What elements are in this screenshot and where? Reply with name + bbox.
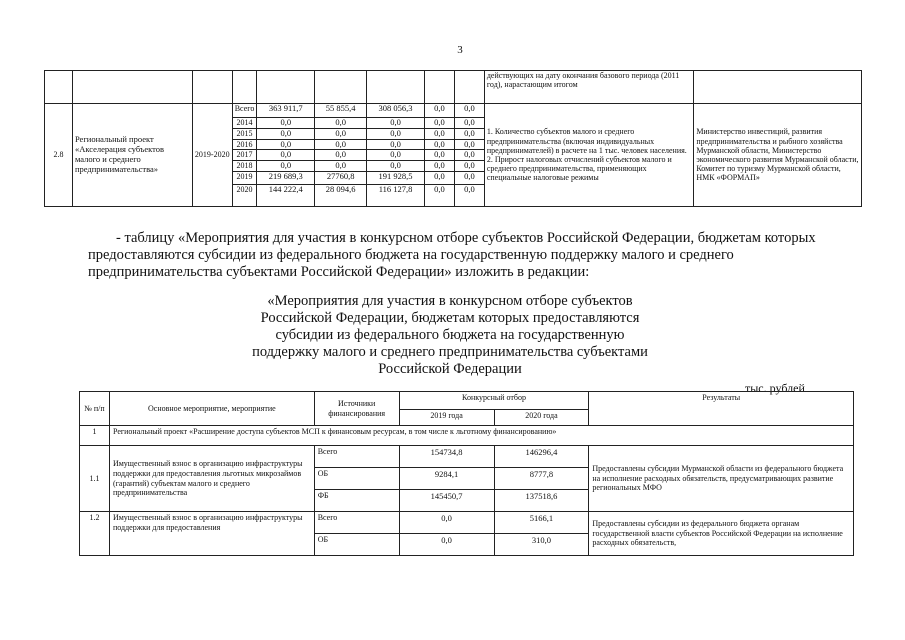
value-cell: 0,0 — [424, 161, 454, 172]
project-name: Региональный проект «Акселерация субъектов малого и среднего предпринимательства» — [72, 104, 192, 207]
value-cell: 0,0 — [424, 171, 454, 184]
row-number: 1.1 — [80, 446, 110, 512]
value-cell: 27760,8 — [315, 171, 367, 184]
value-cell: 0,0 — [454, 104, 484, 118]
value-cell: 0,0 — [367, 150, 425, 161]
value-2019: 145450,7 — [399, 490, 494, 512]
value-cell: 0,0 — [257, 139, 315, 150]
value-cell: 0,0 — [257, 150, 315, 161]
source-cell: Всего — [314, 446, 399, 468]
value-cell: 0,0 — [454, 139, 484, 150]
table-heading — [180, 293, 720, 378]
row-number: 2.8 — [45, 104, 73, 207]
value-cell: 0,0 — [367, 128, 425, 139]
value-cell: 0,0 — [454, 184, 484, 206]
section-num: 1 — [80, 426, 110, 446]
year-cell: 2019 — [232, 171, 257, 184]
value-cell: 0,0 — [315, 161, 367, 172]
value-cell: 0,0 — [367, 118, 425, 129]
value-2019: 154734,8 — [399, 446, 494, 468]
value-cell: 144 222,4 — [257, 184, 315, 206]
executors-text: Министерство инвестиций, развития предпринимательства и рыбного хозяйства Мурманской области, Министерство экономического развития Мурманской области, Комитет по туризму Мурманской области, НМК «ФОРМАП» — [694, 104, 862, 207]
value-cell: 0,0 — [315, 118, 367, 129]
header-2019: 2019 года — [399, 410, 494, 426]
header-num: № п/п — [80, 392, 110, 426]
paragraph-line: предоставляются субсидии из федерального бюджета на государственную поддержку малого и среднего — [88, 247, 734, 263]
activity-text: Имущественный взнос в организацию инфраструктуры поддержки для предоставления — [109, 512, 314, 556]
value-cell: 308 056,3 — [367, 104, 425, 118]
value-cell: 0,0 — [424, 184, 454, 206]
value-2020: 5166,1 — [494, 512, 589, 534]
value-cell: 0,0 — [257, 161, 315, 172]
source-cell: ФБ — [314, 490, 399, 512]
value-2020: 310,0 — [494, 534, 589, 556]
value-cell: 0,0 — [424, 104, 454, 118]
value-cell: 0,0 — [367, 161, 425, 172]
heading-line: «Мероприятия для участия в конкурсном отборе субъектов — [267, 293, 633, 309]
value-cell: 0,0 — [257, 118, 315, 129]
value-2020: 146296,4 — [494, 446, 589, 468]
value-cell: 0,0 — [315, 128, 367, 139]
year-cell: 2020 — [232, 184, 257, 206]
carry-over-text: действующих на дату окончания базового периода (2011 год), нарастающим итогом — [484, 71, 693, 104]
paragraph-line: предпринимательства субъектами Российской Федерации» изложить в редакции: — [88, 264, 590, 280]
value-cell: 363 911,7 — [257, 104, 315, 118]
value-cell: 55 855,4 — [315, 104, 367, 118]
result-text: Предоставлены субсидии Мурманской области из федерального бюджета на исполнение расходных обязательств, предусматривающих развитие региональных МФО — [589, 446, 854, 512]
result-text: Предоставлены субсидии из федерального бюджета органам государственной власти субъектов Российской Федерации на исполнение расходных обязательств, — [589, 512, 854, 556]
value-cell: 0,0 — [424, 128, 454, 139]
value-cell: 0,0 — [424, 118, 454, 129]
value-cell: 0,0 — [424, 150, 454, 161]
year-cell: 2014 — [232, 118, 257, 129]
heading-line: Российской Федерации — [378, 361, 522, 377]
value-cell: 0,0 — [454, 161, 484, 172]
value-2019: 9284,1 — [399, 468, 494, 490]
value-cell: 0,0 — [257, 128, 315, 139]
year-cell: 2015 — [232, 128, 257, 139]
source-cell: Всего — [314, 512, 399, 534]
page-number: 3 — [457, 44, 463, 56]
heading-line: субсидии из федерального бюджета на государственную — [275, 327, 625, 343]
source-cell: ОБ — [314, 468, 399, 490]
heading-line: поддержку малого и среднего предпринимательства субъектами — [252, 344, 648, 360]
value-cell: 28 094,6 — [315, 184, 367, 206]
year-cell: Всего — [232, 104, 257, 118]
value-2019: 0,0 — [399, 512, 494, 534]
value-cell: 0,0 — [454, 118, 484, 129]
value-cell: 116 127,8 — [367, 184, 425, 206]
value-cell: 0,0 — [454, 150, 484, 161]
value-2020: 137518,6 — [494, 490, 589, 512]
header-activity: Основное мероприятие, мероприятие — [109, 392, 314, 426]
header-2020: 2020 года — [494, 410, 589, 426]
units-label: тыс. рублей — [745, 381, 805, 395]
header-results: Результаты — [589, 392, 854, 426]
paragraph-line: - таблицу «Мероприятия для участия в конкурсном отборе субъектов Российской Федерации, бюджетам которых — [116, 230, 816, 246]
header-contest: Конкурсный отбор — [399, 392, 589, 410]
value-cell: 219 689,3 — [257, 171, 315, 184]
value-cell: 191 928,5 — [367, 171, 425, 184]
indicators-text: 1. Количество субъектов малого и среднего предпринимательства (включая индивидуальных предпринимателей) в расчете на 1 тыс. человек населения. 2. Прирост налоговых отчислений субъектов малого и среднего предпринимательства, применяющих специальные налоговые режимы — [484, 104, 693, 207]
value-2020: 8777,8 — [494, 468, 589, 490]
value-cell: 0,0 — [454, 128, 484, 139]
value-cell: 0,0 — [315, 150, 367, 161]
value-cell: 0,0 — [424, 139, 454, 150]
year-cell: 2017 — [232, 150, 257, 161]
year-cell: 2016 — [232, 139, 257, 150]
row-number: 1.2 — [80, 512, 110, 556]
measures-table — [79, 391, 854, 556]
heading-line: Российской Федерации, бюджетам которых предоставляются — [260, 310, 640, 326]
year-cell: 2018 — [232, 161, 257, 172]
top-table — [44, 70, 862, 207]
section-title: Региональный проект «Расширение доступа субъектов МСП к финансовым ресурсам, в том числе к льготному финансированию» — [109, 426, 853, 446]
source-cell: ОБ — [314, 534, 399, 556]
header-sources: Источники финансирования — [314, 392, 399, 426]
value-cell: 0,0 — [367, 139, 425, 150]
value-cell: 0,0 — [315, 139, 367, 150]
value-2019: 0,0 — [399, 534, 494, 556]
activity-text: Имущественный взнос в организацию инфраструктуры поддержки для предоставления льготных микрозаймов (гарантий) субъектам малого и среднего предпринимательства — [109, 446, 314, 512]
amendment-paragraph — [88, 230, 833, 281]
value-cell: 0,0 — [454, 171, 484, 184]
project-period: 2019-2020 — [192, 104, 232, 207]
